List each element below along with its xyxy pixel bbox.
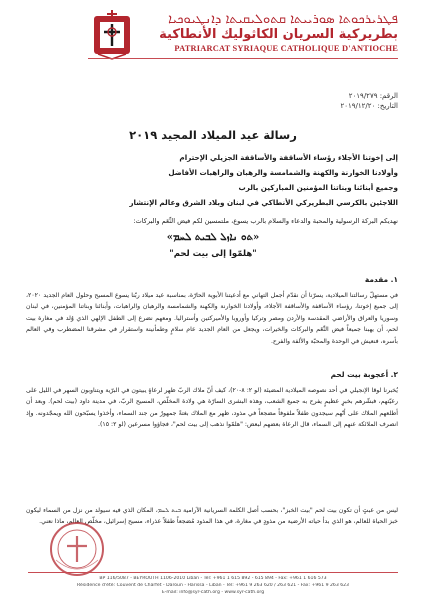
- footer-divider: [28, 572, 398, 573]
- address-line: وأولادنا الخوارنة والكهنة والشمامسة والرهبان والراهبات الأفاضل: [168, 168, 398, 177]
- address-line: وجميع أبنائنا وبناتنا المؤمنين المباركين بالرب: [238, 183, 398, 192]
- section-heading: ١. مقدمة: [364, 275, 398, 284]
- greeting: نهديكم البركة الرسولية والمحبة والدعاء والسلام بالرب يسوع، ملتمسين لكم فيض النِّعَم والبركات:: [133, 217, 398, 225]
- paragraph: يُخبرنا لوقا الإنجيلي في أحد نصوصه الميلادية المضيئة (لو ٢: ٨-٢٠)، كيف أنّ ملاك الربّ ظهر لرعاةٍ يبيتون في البرّية ويتناوبون السهر في الليل على رعيّتهم، فبشّرهم بخبرٍ عظيمٍ يفرح به جميع الشعب، وهذه البشرى السارّة هي ولادة المخلّص، المسيح الربّ، في مدينة داود (بيت لحم). وبعد أن أطلعهم الملاك على أنّهم سيجدون طفلاً ملفوفاً مضجعاً في مذود، ظهر مع الملاك بغتةً جمهورٌ من جند السماء، وأخذوا يسبّحون الله ويمجّدونه. وإذ انصرف الملائكة عنهم إلى السماء، قال الرعاة بعضهم لبعض: "هلمّوا نذهب إلى بيت لحم"، فجاؤوا مسرعين (لو ٢: ١٥).: [26, 387, 398, 429]
- footer-email-web: E-mail: info@syr-cath.org - www.syr-cath.org: [161, 590, 265, 595]
- header-divider: [88, 58, 398, 59]
- paragraph: في مستهلّ رسالتنا الميلادية، يسرّنا أن نقدّم أجمل التهاني مع أدعيتنا الأبوية الحارّة، بمناسبة عيد ميلاد ربّنا يسوع المسيح وحلول العام الجديد ٢٠٢٠، إلى جميع إخوتنا، رؤساء الأساقفة والأساقفة الأجلاء، وأولادنا الخوارنة والكهنة والشمامسة والرهبان والراهبات، وأبنائنا وبناتنا المؤمنين، في لبنان وسوريا والعراق والأراضي المقدسة والأردن ومصر وتركيا وأوروبا والأميركتين وأستراليا. ومعهم نضرع إلى الطفل الإلهي الذي وُلد في مغارة بيت لحم، أن يهبنا جميعاً فيض النِّعَم والبركات والخيرات، ويجعل من العام الجديد عام سلامٍ وطمأنينة واستقرار في مشرقنا المضطرب وفي العالم بأسره، فنعيش في الوحدة والمحبّة والألفة والفرح.: [26, 292, 398, 345]
- footer-contact: BP 116/5087 - BEYROUTH 1106-2010 Liban - Tél: +961 1 615 892 - 615 894 - Fax: +961 1 616 573: [99, 576, 327, 581]
- patriarchal-crest-icon: [92, 8, 132, 60]
- paragraph: ليس من عبثٍ أن تكون بيت لحم "بيت الخبز"، بحسب أصل الكلمة السريانية الآرامية ܒܝܬ ܠܚܡ، المكان الذي فيه سيولد من نزل من السماء ليكون خبز الحياة للعالم، هو الذي بدأ حياته الأرضية من مذودٍ في مغارة، في هذا المذود مُضجعاً طفلاً عذراء، مسيح إسرائيل، مخلّص العالم، ماذا نعني.: [26, 507, 398, 526]
- syriac-motto: «ܬܘ ܢܐܙܠ ܠܒܝܬ ܠܚܡ»: [166, 232, 260, 243]
- official-seal-stamp-icon: [48, 520, 106, 578]
- arabic-motto: "هلمّوا إلى بيت لحم": [169, 249, 257, 259]
- syriac-title: ܦܛܪܝܪܟܘܬܐ ܣܘܪܝܝܬܐ ܩܬܘܠܝܩܝܬܐ ܕܐܢܛܝܘܟܝܐ: [168, 12, 398, 27]
- letter-title: رسالة عيد الميلاد المجيد ٢٠١٩: [129, 128, 297, 142]
- address-line: إلى إخوتنا الأجلاء رؤساء الأساقفة والأساقفة الجزيلي الإحترام: [179, 153, 398, 162]
- french-title: PATRIARCAT SYRIAQUE CATHOLIQUE D'ANTIOCHE: [174, 44, 398, 53]
- reference-number: الرقم: ٢٠١٩/٢٧٩: [348, 92, 398, 100]
- arabic-title: بطريركية السريان الكاثوليك الأنطاكية: [159, 27, 398, 42]
- section-heading: ٢. أعجوبة بيت لحم: [330, 370, 398, 379]
- letter-date: التاريخ: ٢٠١٩/١٢/٢٠: [340, 102, 398, 110]
- footer-summer-residence: Résidence d'été: Couvent de Charfet - Daroun - Harissa - Liban - Tél: +961 9 263 620 / 263 621 - Fax: +961 9 263 623: [77, 583, 349, 588]
- address-line: اللاجئين بالكرسي البطريركي الأنطاكي في لبنان وبلاد الشرق وعالم الإنتشار: [129, 198, 398, 207]
